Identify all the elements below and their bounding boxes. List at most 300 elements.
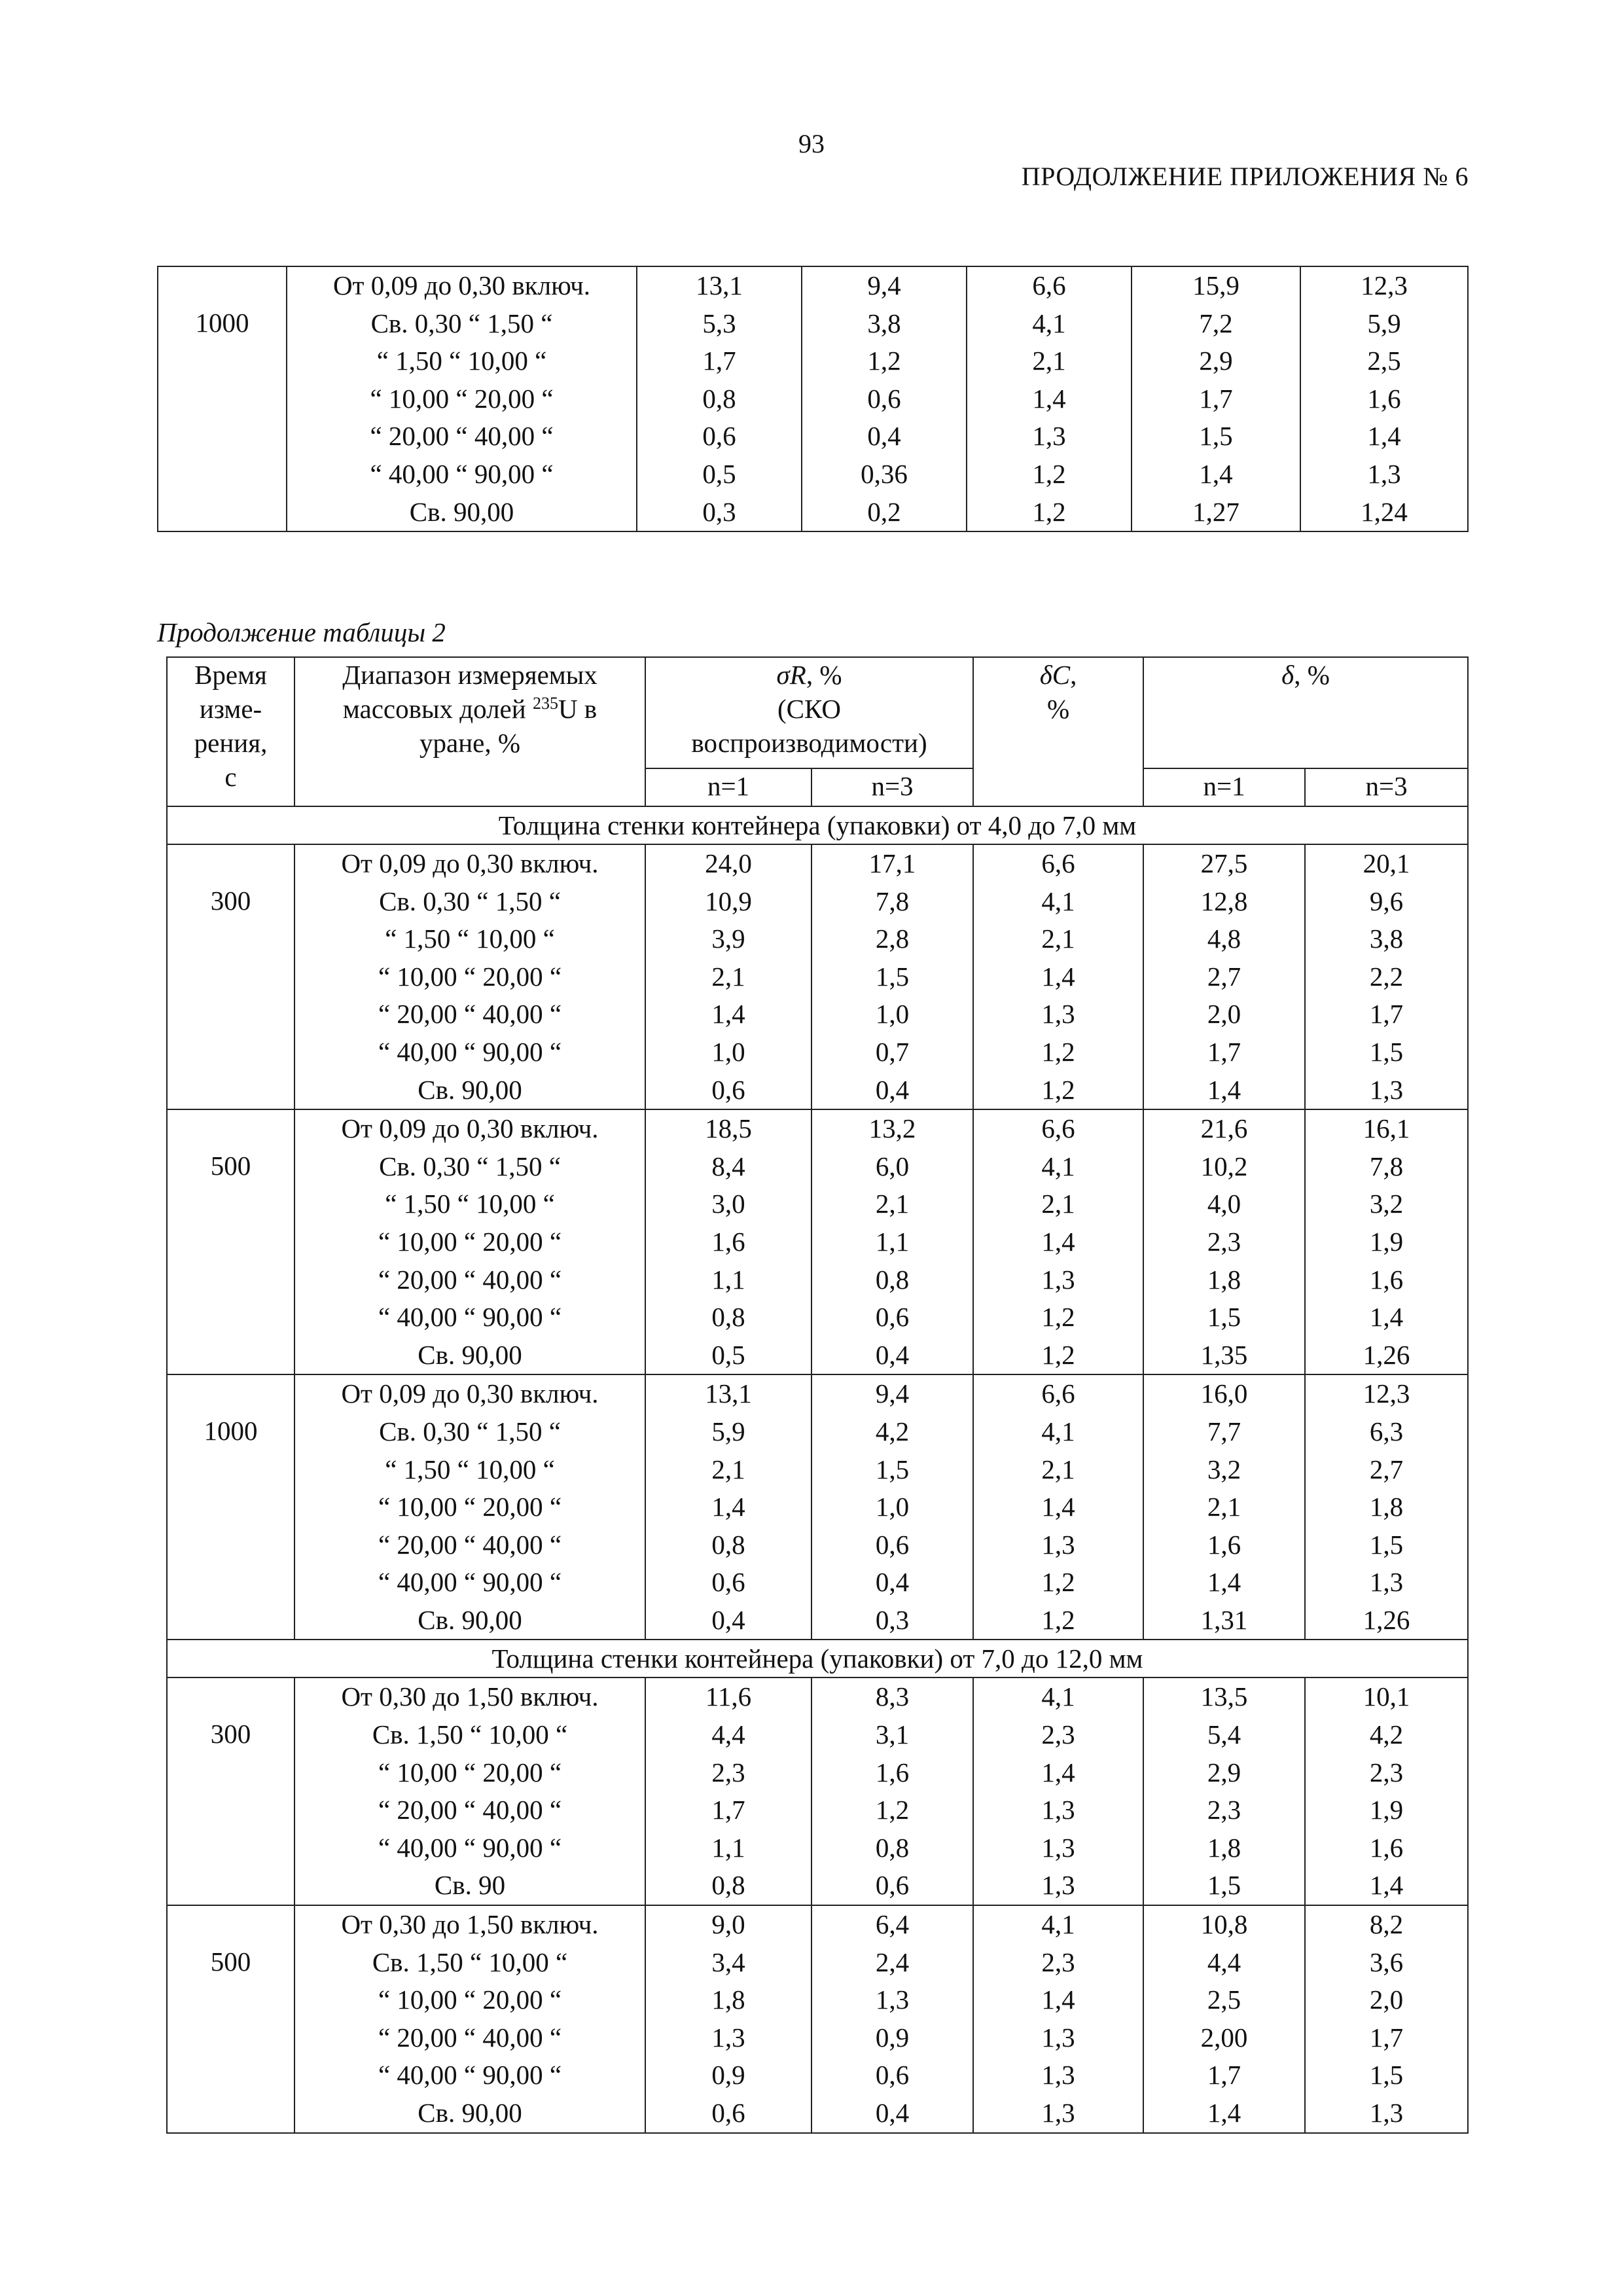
delta-c-cell	[973, 1905, 1143, 2133]
cell-value: 3,8	[867, 308, 901, 338]
cell-value: 2,1	[1041, 1454, 1075, 1484]
cell-value: “ 40,00 “ 90,00 “	[378, 2060, 562, 2090]
cell-value: От 0,09 до 0,30 включ.	[332, 270, 591, 300]
cell-value: 1,3	[1041, 1795, 1075, 1825]
delta-n1-cell	[1143, 1905, 1305, 2133]
cell-value: 1,3	[1369, 1567, 1404, 1598]
cell-value: 0,8	[875, 1832, 910, 1863]
cell-value: 7,8	[875, 886, 910, 916]
time-block	[167, 1109, 1468, 1374]
cell-value: 10,2	[1200, 1151, 1248, 1181]
page-number: 93	[798, 129, 825, 158]
cell-value: 16,0	[1200, 1378, 1248, 1409]
cell-value: 12,8	[1200, 886, 1248, 916]
cell-value: 0,6	[875, 1302, 910, 1333]
cell-value: 1,6	[1367, 383, 1401, 414]
cell-value: 3,4	[711, 1946, 745, 1977]
cell-value: “ 40,00 “ 90,00 “	[378, 1302, 562, 1333]
cell-value: 6,3	[1369, 1416, 1404, 1446]
cell-value: “ 20,00 “ 40,00 “	[378, 1529, 562, 1560]
sigma-n1-cell	[645, 1109, 812, 1374]
cell-value: 1,3	[1041, 1529, 1075, 1560]
cell-value: 0,8	[875, 1264, 910, 1295]
cell-value: 1,4	[1369, 1870, 1404, 1901]
sigma-n1-cell	[645, 1677, 812, 1905]
cell-value: 0,36	[861, 458, 908, 489]
sigma-n1-cell	[645, 1374, 812, 1640]
cell-value: Св. 90,00	[418, 1339, 522, 1370]
delta-n1-cell	[1132, 266, 1300, 531]
cell-value: 1,9	[1369, 1226, 1404, 1257]
cell-value: От 0,09 до 0,30 включ.	[341, 1378, 599, 1409]
cell-value: 1,4	[1041, 1226, 1075, 1257]
delta-c-cell	[973, 1109, 1143, 1374]
measurement-time: 300	[210, 1719, 251, 1749]
cell-value: 16,1	[1363, 1113, 1410, 1144]
time-block	[167, 1905, 1468, 2133]
cell-value: 1,7	[1207, 1036, 1241, 1067]
cell-value: От 0,30 до 1,50 включ.	[341, 1909, 599, 1940]
header-range: Диапазон измеряемых массовых долей $^{235}$U в уране, %	[294, 657, 645, 806]
cell-value: 1,24	[1361, 496, 1408, 527]
cell-value: “ 40,00 “ 90,00 “	[378, 1036, 562, 1067]
cell-value: 7,7	[1207, 1416, 1241, 1446]
cell-value: Св. 1,50 “ 10,00 “	[372, 1946, 568, 1977]
cell-value: 3,9	[711, 924, 745, 954]
sigma-n1-cell	[637, 266, 802, 531]
header-delta-n1: n=1	[1143, 768, 1305, 806]
cell-value: 24,0	[705, 848, 752, 878]
cell-value: 1,6	[875, 1757, 910, 1787]
cell-value: 1,4	[1207, 2098, 1241, 2128]
cell-value: 0,6	[702, 421, 736, 452]
delta-n1-cell	[1143, 1374, 1305, 1640]
sigma-n3-cell	[812, 844, 973, 1109]
cell-value: 1,4	[1207, 1074, 1241, 1105]
cell-value: 2,3	[1041, 1946, 1075, 1977]
cell-value: 0,2	[867, 496, 901, 527]
time-block	[167, 844, 1468, 1109]
cell-value: 4,4	[711, 1719, 745, 1750]
measurement-time: 300	[210, 886, 251, 916]
cell-value: 2,9	[1207, 1757, 1241, 1787]
cell-value: 1,3	[1032, 421, 1066, 452]
cell-value: 0,6	[711, 2098, 745, 2128]
cell-value: 0,5	[711, 1339, 745, 1370]
cell-value: 6,6	[1041, 1378, 1075, 1409]
cell-value: 18,5	[705, 1113, 752, 1144]
cell-value: “ 20,00 “ 40,00 “	[370, 421, 554, 452]
cell-value: “ 10,00 “ 20,00 “	[378, 961, 562, 992]
cell-value: 1,7	[711, 1795, 745, 1825]
top-table	[157, 266, 1469, 532]
cell-value: “ 40,00 “ 90,00 “	[370, 458, 554, 489]
measurement-time: 500	[210, 1151, 251, 1181]
cell-value: 1,1	[875, 1226, 910, 1257]
cell-value: “ 1,50 “ 10,00 “	[385, 1454, 555, 1484]
cell-value: 0,6	[875, 2060, 910, 2090]
cell-value: 0,8	[702, 383, 736, 414]
cell-value: 1,2	[1041, 1339, 1075, 1370]
cell-value: 1,4	[1041, 1757, 1075, 1787]
cell-value: 2,3	[1207, 1226, 1241, 1257]
cell-value: “ 1,50 “ 10,00 “	[385, 1189, 555, 1219]
cell-value: 10,1	[1363, 1681, 1410, 1712]
cell-value: 0,7	[875, 1036, 910, 1067]
cell-value: 10,9	[705, 886, 752, 916]
cell-value: 12,3	[1363, 1378, 1410, 1409]
cell-value: 1,31	[1200, 1604, 1248, 1635]
cell-value: 4,2	[875, 1416, 910, 1446]
cell-value: 0,6	[711, 1567, 745, 1598]
sigma-n3-cell	[812, 1374, 973, 1640]
cell-value: 9,6	[1369, 886, 1404, 916]
cell-value: 1,8	[711, 1984, 745, 2015]
cell-value: 1,6	[711, 1226, 745, 1257]
cell-value: 1,3	[1041, 1870, 1075, 1901]
cell-value: 1,6	[1369, 1832, 1404, 1863]
cell-value: 4,1	[1041, 1416, 1075, 1446]
main-table	[166, 656, 1469, 2134]
cell-value: 13,2	[868, 1113, 916, 1144]
delta-n1-cell	[1143, 844, 1305, 1109]
cell-value: 13,5	[1200, 1681, 1248, 1712]
appendix-title: ПРОДОЛЖЕНИЕ ПРИЛОЖЕНИЯ № 6	[1021, 162, 1469, 191]
cell-value: Св. 90,00	[418, 1604, 522, 1635]
range-cell	[294, 1677, 645, 1905]
cell-value: 1,4	[1207, 1567, 1241, 1598]
cell-value: 1,3	[875, 1984, 910, 2015]
cell-value: 9,4	[875, 1378, 910, 1409]
delta-c-cell	[973, 844, 1143, 1109]
cell-value: “ 10,00 “ 20,00 “	[378, 1984, 562, 2015]
delta-n1-cell	[1143, 1109, 1305, 1374]
cell-value: 1,7	[1207, 2060, 1241, 2090]
cell-value: 1,5	[1369, 2060, 1404, 2090]
cell-value: От 0,30 до 1,50 включ.	[341, 1681, 599, 1712]
cell-value: 2,00	[1200, 2022, 1248, 2053]
sigma-n3-cell	[812, 1905, 973, 2133]
delta-c-cell	[973, 1677, 1143, 1905]
cell-value: 2,5	[1367, 346, 1401, 376]
time-block	[167, 1677, 1468, 1905]
delta-n3-cell	[1305, 1374, 1468, 1640]
cell-value: 1,0	[875, 999, 910, 1030]
cell-value: 6,4	[875, 1909, 910, 1940]
cell-value: 4,8	[1207, 924, 1241, 954]
cell-value: 2,8	[875, 924, 910, 954]
cell-value: “ 20,00 “ 40,00 “	[378, 1795, 562, 1825]
sigma-n1-cell	[645, 1905, 812, 2133]
cell-value: 20,1	[1363, 848, 1410, 878]
cell-value: 1,4	[1041, 961, 1075, 992]
delta-n3-cell	[1305, 844, 1468, 1109]
cell-value: 15,9	[1192, 270, 1240, 300]
cell-value: Св. 90	[434, 1870, 506, 1901]
cell-value: 17,1	[868, 848, 916, 878]
cell-value: 13,1	[696, 270, 743, 300]
cell-value: 4,1	[1041, 1909, 1075, 1940]
cell-value: 1,4	[1041, 1492, 1075, 1522]
cell-value: 1,4	[1369, 1302, 1404, 1333]
cell-value: 0,4	[711, 1604, 745, 1635]
cell-value: 1,3	[1367, 458, 1401, 489]
cell-value: 2,3	[1041, 1719, 1075, 1750]
cell-value: 1,7	[1369, 2022, 1404, 2053]
cell-value: Св. 90,00	[418, 2098, 522, 2128]
cell-value: 2,1	[1207, 1492, 1241, 1522]
measurement-time: 1000	[204, 1416, 258, 1446]
cell-value: 2,0	[1369, 1984, 1404, 2015]
cell-value: 3,2	[1207, 1454, 1241, 1484]
cell-value: 2,1	[711, 961, 745, 992]
header-sigma: σR, % (СКО воспроизводимости)	[645, 657, 973, 768]
cell-value: 0,9	[875, 2022, 910, 2053]
cell-value: 4,1	[1032, 308, 1066, 338]
cell-value: 1,8	[1207, 1264, 1241, 1295]
cell-value: 0,3	[875, 1604, 910, 1635]
delta-c-cell	[967, 266, 1132, 531]
cell-value: 0,5	[702, 458, 736, 489]
cell-value: 4,2	[1369, 1719, 1404, 1750]
sigma-n3-cell	[812, 1677, 973, 1905]
cell-value: 2,7	[1207, 961, 1241, 992]
cell-value: 0,6	[875, 1529, 910, 1560]
cell-value: 1,8	[1369, 1492, 1404, 1522]
cell-value: 13,1	[705, 1378, 752, 1409]
cell-value: 1,3	[711, 2022, 745, 2053]
cell-value: “ 10,00 “ 20,00 “	[370, 383, 554, 414]
delta-n3-cell	[1305, 1677, 1468, 1905]
cell-value: “ 10,00 “ 20,00 “	[378, 1226, 562, 1257]
cell-value: 9,0	[711, 1909, 745, 1940]
cell-value: 5,3	[702, 308, 736, 338]
cell-value: Св. 0,30 “ 1,50 “	[379, 886, 561, 916]
cell-value: 1,2	[867, 346, 901, 376]
cell-value: “ 20,00 “ 40,00 “	[378, 999, 562, 1030]
header-delta-n3: n=3	[1305, 768, 1468, 806]
cell-value: 1,7	[702, 346, 736, 376]
time-block	[167, 1374, 1468, 1640]
header-sigma-n3: n=3	[812, 768, 973, 806]
cell-value: 1,4	[711, 1492, 745, 1522]
delta-n3-cell	[1305, 1905, 1468, 2133]
cell-value: “ 1,50 “ 10,00 “	[376, 346, 547, 376]
time-block	[158, 266, 1468, 531]
cell-value: “ 20,00 “ 40,00 “	[378, 2022, 562, 2053]
cell-value: 1,3	[1041, 1832, 1075, 1863]
cell-value: 1,5	[1369, 1036, 1404, 1067]
cell-value: 1,4	[1367, 421, 1401, 452]
cell-value: 27,5	[1200, 848, 1248, 878]
cell-value: 1,26	[1363, 1339, 1410, 1370]
cell-value: “ 40,00 “ 90,00 “	[378, 1567, 562, 1598]
cell-value: 1,4	[1199, 458, 1233, 489]
cell-value: 0,3	[702, 496, 736, 527]
cell-value: 1,7	[1369, 999, 1404, 1030]
delta-n3-cell	[1305, 1109, 1468, 1374]
cell-value: 2,2	[1369, 961, 1404, 992]
cell-value: 0,8	[711, 1302, 745, 1333]
measurement-time: 1000	[195, 308, 249, 338]
cell-value: 2,1	[711, 1454, 745, 1484]
cell-value: 2,3	[711, 1757, 745, 1787]
cell-value: 7,2	[1199, 308, 1233, 338]
range-cell	[287, 266, 637, 531]
cell-value: 6,6	[1032, 270, 1066, 300]
cell-value: 1,2	[1032, 496, 1066, 527]
cell-value: 0,6	[875, 1870, 910, 1901]
cell-value: От 0,09 до 0,30 включ.	[341, 848, 599, 878]
cell-value: 1,3	[1041, 999, 1075, 1030]
cell-value: 1,3	[1369, 2098, 1404, 2128]
cell-value: “ 40,00 “ 90,00 “	[378, 1832, 562, 1863]
cell-value: 1,6	[1207, 1529, 1241, 1560]
cell-value: 1,2	[1041, 1604, 1075, 1635]
cell-value: 1,1	[711, 1832, 745, 1863]
cell-value: 1,8	[1207, 1832, 1241, 1863]
cell-value: 1,5	[875, 1454, 910, 1484]
cell-value: 1,5	[1207, 1302, 1241, 1333]
cell-value: 11,6	[705, 1681, 752, 1712]
cell-value: 2,5	[1207, 1984, 1241, 2015]
cell-value: Св. 0,30 “ 1,50 “	[379, 1151, 561, 1181]
cell-value: “ 20,00 “ 40,00 “	[378, 1264, 562, 1295]
cell-value: 1,35	[1200, 1339, 1248, 1370]
cell-value: 9,4	[867, 270, 901, 300]
cell-value: 1,7	[1199, 383, 1233, 414]
cell-value: Св. 0,30 “ 1,50 “	[370, 308, 553, 338]
cell-value: 5,9	[711, 1416, 745, 1446]
header-delta: δ, %	[1143, 657, 1468, 768]
cell-value: 1,1	[711, 1264, 745, 1295]
cell-value: 7,8	[1369, 1151, 1404, 1181]
cell-value: 4,1	[1041, 1151, 1075, 1181]
cell-value: “ 1,50 “ 10,00 “	[385, 924, 555, 954]
range-cell	[294, 1109, 645, 1374]
cell-value: 1,2	[1041, 1036, 1075, 1067]
cell-value: 1,5	[1207, 1870, 1241, 1901]
cell-value: 1,2	[1041, 1567, 1075, 1598]
cell-value: Св. 1,50 “ 10,00 “	[372, 1719, 568, 1750]
cell-value: 0,4	[875, 2098, 910, 2128]
cell-value: 0,6	[711, 1074, 745, 1105]
measurement-time: 500	[210, 1946, 251, 1977]
sigma-n1-cell	[645, 844, 812, 1109]
sigma-n3-cell	[802, 266, 967, 531]
header-sigma-n1: n=1	[645, 768, 812, 806]
range-cell	[294, 1374, 645, 1640]
cell-value: Св. 90,00	[409, 496, 514, 527]
cell-value: 3,1	[875, 1719, 910, 1750]
header-delta-c: δC, %	[973, 657, 1143, 806]
cell-value: 21,6	[1200, 1113, 1248, 1144]
header-time: Время изме- рения, с	[167, 657, 294, 806]
section-title: Толщина стенки контейнера (упаковки) от 7,0 до 12,0 мм	[167, 1640, 1468, 1677]
cell-value: От 0,09 до 0,30 включ.	[341, 1113, 599, 1144]
cell-value: 8,3	[875, 1681, 910, 1712]
cell-value: 0,4	[875, 1074, 910, 1105]
cell-value: 2,3	[1207, 1795, 1241, 1825]
cell-value: 8,2	[1369, 1909, 1404, 1940]
cell-value: 1,3	[1041, 2022, 1075, 2053]
cell-value: 3,6	[1369, 1946, 1404, 1977]
cell-value: 1,3	[1041, 2060, 1075, 2090]
cell-value: 2,1	[1041, 924, 1075, 954]
cell-value: 1,2	[1041, 1074, 1075, 1105]
cell-value: 1,2	[1041, 1302, 1075, 1333]
cell-value: 8,4	[711, 1151, 745, 1181]
cell-value: 3,8	[1369, 924, 1404, 954]
delta-n1-cell	[1143, 1677, 1305, 1905]
cell-value: 2,0	[1207, 999, 1241, 1030]
cell-value: 5,9	[1367, 308, 1401, 338]
cell-value: 1,0	[711, 1036, 745, 1067]
cell-value: 1,5	[1369, 1529, 1404, 1560]
cell-value: 2,1	[875, 1189, 910, 1219]
cell-value: 2,9	[1199, 346, 1233, 376]
cell-value: 1,4	[1041, 1984, 1075, 2015]
cell-value: 3,2	[1369, 1189, 1404, 1219]
cell-value: 1,4	[711, 999, 745, 1030]
cell-value: 2,1	[1032, 346, 1066, 376]
cell-value: 1,3	[1041, 1264, 1075, 1295]
cell-value: 12,3	[1361, 270, 1408, 300]
cell-value: “ 10,00 “ 20,00 “	[378, 1492, 562, 1522]
cell-value: 5,4	[1207, 1719, 1241, 1750]
cell-value: 2,1	[1041, 1189, 1075, 1219]
cell-value: 4,1	[1041, 886, 1075, 916]
cell-value: 1,9	[1369, 1795, 1404, 1825]
cell-value: 0,8	[711, 1870, 745, 1901]
cell-value: Св. 0,30 “ 1,50 “	[379, 1416, 561, 1446]
cell-value: 1,5	[1199, 421, 1233, 452]
range-cell	[294, 1905, 645, 2133]
cell-value: 0,8	[711, 1529, 745, 1560]
sigma-n3-cell	[812, 1109, 973, 1374]
table-caption: Продолжение таблицы 2	[157, 617, 446, 647]
cell-value: 1,27	[1192, 496, 1240, 527]
cell-value: 1,4	[1032, 383, 1066, 414]
cell-value: 1,6	[1369, 1264, 1404, 1295]
cell-value: 1,3	[1369, 1074, 1404, 1105]
cell-value: 1,0	[875, 1492, 910, 1522]
cell-value: 2,4	[875, 1946, 910, 1977]
cell-value: “ 10,00 “ 20,00 “	[378, 1757, 562, 1787]
cell-value: 1,3	[1041, 2098, 1075, 2128]
cell-value: 4,0	[1207, 1189, 1241, 1219]
cell-value: 1,5	[875, 961, 910, 992]
cell-value: 0,9	[711, 2060, 745, 2090]
cell-value: 4,1	[1041, 1681, 1075, 1712]
cell-value: 1,2	[875, 1795, 910, 1825]
cell-value: 1,26	[1363, 1604, 1410, 1635]
cell-value: 6,0	[875, 1151, 910, 1181]
cell-value: Св. 90,00	[418, 1074, 522, 1105]
range-cell	[294, 844, 645, 1109]
delta-n3-cell	[1300, 266, 1468, 531]
cell-value: 0,4	[875, 1567, 910, 1598]
delta-c-cell	[973, 1374, 1143, 1640]
section-title: Толщина стенки контейнера (упаковки) от 4,0 до 7,0 мм	[167, 806, 1468, 844]
cell-value: 6,6	[1041, 1113, 1075, 1144]
cell-value: 6,6	[1041, 848, 1075, 878]
cell-value: 4,4	[1207, 1946, 1241, 1977]
cell-value: 3,0	[711, 1189, 745, 1219]
cell-value: 0,4	[875, 1339, 910, 1370]
cell-value: 0,4	[867, 421, 901, 452]
cell-value: 1,2	[1032, 458, 1066, 489]
